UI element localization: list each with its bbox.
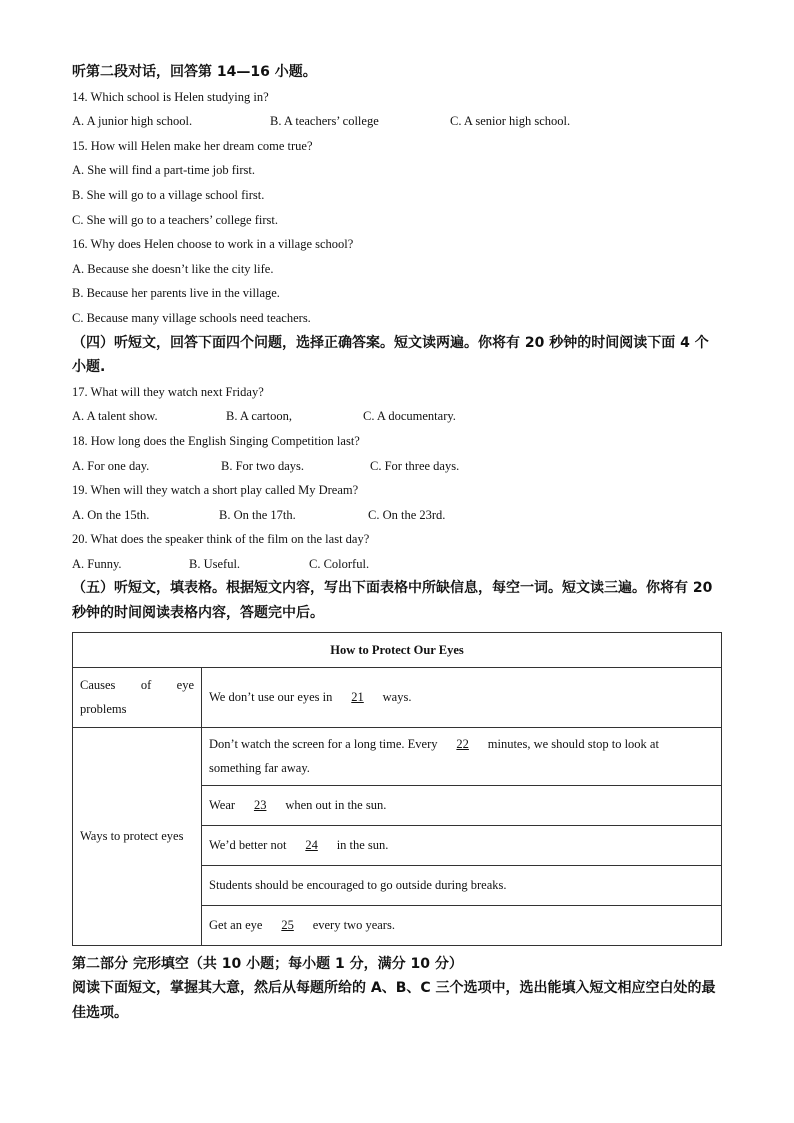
row5-text-end: every two years. (312, 918, 395, 933)
q15-option-c: C. She will go to a teachers’ college first. (72, 212, 278, 227)
q18-option-b: B. For two days. (221, 458, 304, 473)
q18-option-a: A. For one day. (72, 458, 150, 473)
causes-cell (202, 667, 722, 727)
ways-row-5 (202, 905, 722, 945)
section4-heading: （四）听短文，回答下面四个问题，选择正确答案。短文读两遍。你将有 20 秒钟的时间阅读下面 4 个小题. (72, 334, 709, 376)
row2-text: Wear (209, 798, 236, 813)
ways-row-2 (202, 785, 722, 825)
q17-stem: 17. What will they watch next Friday? (72, 384, 264, 399)
q18-option-c: C. For three days. (370, 458, 460, 473)
q15-option-b: B. She will go to a village school first. (72, 187, 265, 202)
row3-text: We’d better not (209, 838, 287, 853)
section5-heading: （五）听短文，填表格。根据短文内容，写出下面表格中所缺信息，每空一词。短文读三遍。你将有 20 秒钟的时间阅读表格内容，答题完中后。 (72, 580, 713, 622)
q19-option-a: A. On the 15th. (72, 507, 150, 522)
exam-page (72, 60, 722, 1025)
q14-stem: 14. Which school is Helen studying in? (72, 89, 269, 104)
q17-option-b: B. A cartoon, (226, 409, 292, 424)
q15-option-a: A. She will find a part-time job first. (72, 163, 255, 178)
row3-text-end: in the sun. (336, 838, 389, 853)
q19-option-c: C. On the 23rd. (368, 507, 446, 522)
causes-text: We don’t use our eyes in (209, 690, 333, 705)
row1-text: Don’t watch the screen for a long time. Every (209, 737, 438, 752)
q14-option-b: B. A teachers’ college (270, 114, 379, 129)
part2-instruction: 阅读下面短文，掌握其大意，然后从每题所给的 A、B、C 三个选项中，选出能填入短文相应空白处的最佳选项。 (72, 980, 716, 1021)
q16-option-c: C. Because many village schools need teachers. (72, 310, 311, 325)
q14-options (72, 109, 722, 134)
row5-text: Get an eye (209, 918, 263, 933)
blank-25[interactable]: 25 (281, 918, 294, 933)
q20-options (72, 552, 722, 577)
q19-option-b: B. On the 17th. (219, 507, 296, 522)
ways-label: Ways to protect eyes (73, 727, 202, 945)
q16-stem: 16. Why does Helen choose to work in a village school? (72, 237, 354, 252)
q18-options (72, 454, 722, 479)
q14-option-c: C. A senior high school. (450, 114, 571, 129)
row1-text-end: minutes, we should stop to look at something far away. (209, 737, 659, 776)
ways-row-4: Students should be encouraged to go outside during breaks. (202, 865, 722, 905)
blank-21[interactable]: 21 (351, 690, 364, 705)
ways-row-3 (202, 825, 722, 865)
causes-label: Causes of eye problems (73, 667, 202, 727)
q20-stem: 20. What does the speaker think of the film on the last day? (72, 532, 370, 547)
dialog2-heading: 听第二段对话，回答第 14—16 小题。 (72, 64, 317, 80)
blank-24[interactable]: 24 (305, 838, 318, 853)
q20-option-a: A. Funny. (72, 556, 122, 571)
table-title: How to Protect Our Eyes (73, 632, 722, 667)
q17-option-c: C. A documentary. (363, 409, 456, 424)
blank-23[interactable]: 23 (253, 798, 267, 813)
q16-option-b: B. Because her parents live in the village. (72, 286, 280, 301)
q17-option-a: A. A talent show. (72, 409, 158, 424)
part2-heading: 第二部分 完形填空（共 10 小题；每小题 1 分，满分 10 分） (72, 955, 463, 972)
q16-option-a: A. Because she doesn’t like the city life. (72, 261, 274, 276)
q19-options (72, 503, 722, 528)
q20-option-c: C. Colorful. (309, 556, 370, 571)
q15-stem: 15. How will Helen make her dream come true? (72, 138, 313, 153)
eye-protection-table (72, 632, 722, 946)
q19-stem: 19. When will they watch a short play called My Dream? (72, 483, 359, 498)
causes-text-end: ways. (382, 690, 412, 705)
row2-text-end: when out in the sun. (285, 798, 387, 813)
ways-row-1 (202, 727, 722, 785)
blank-22[interactable]: 22 (456, 737, 469, 752)
q20-option-b: B. Useful. (189, 556, 241, 571)
q18-stem: 18. How long does the English Singing Competition last? (72, 433, 360, 448)
q17-options (72, 404, 722, 429)
q14-option-a: A. A junior high school. (72, 114, 193, 129)
